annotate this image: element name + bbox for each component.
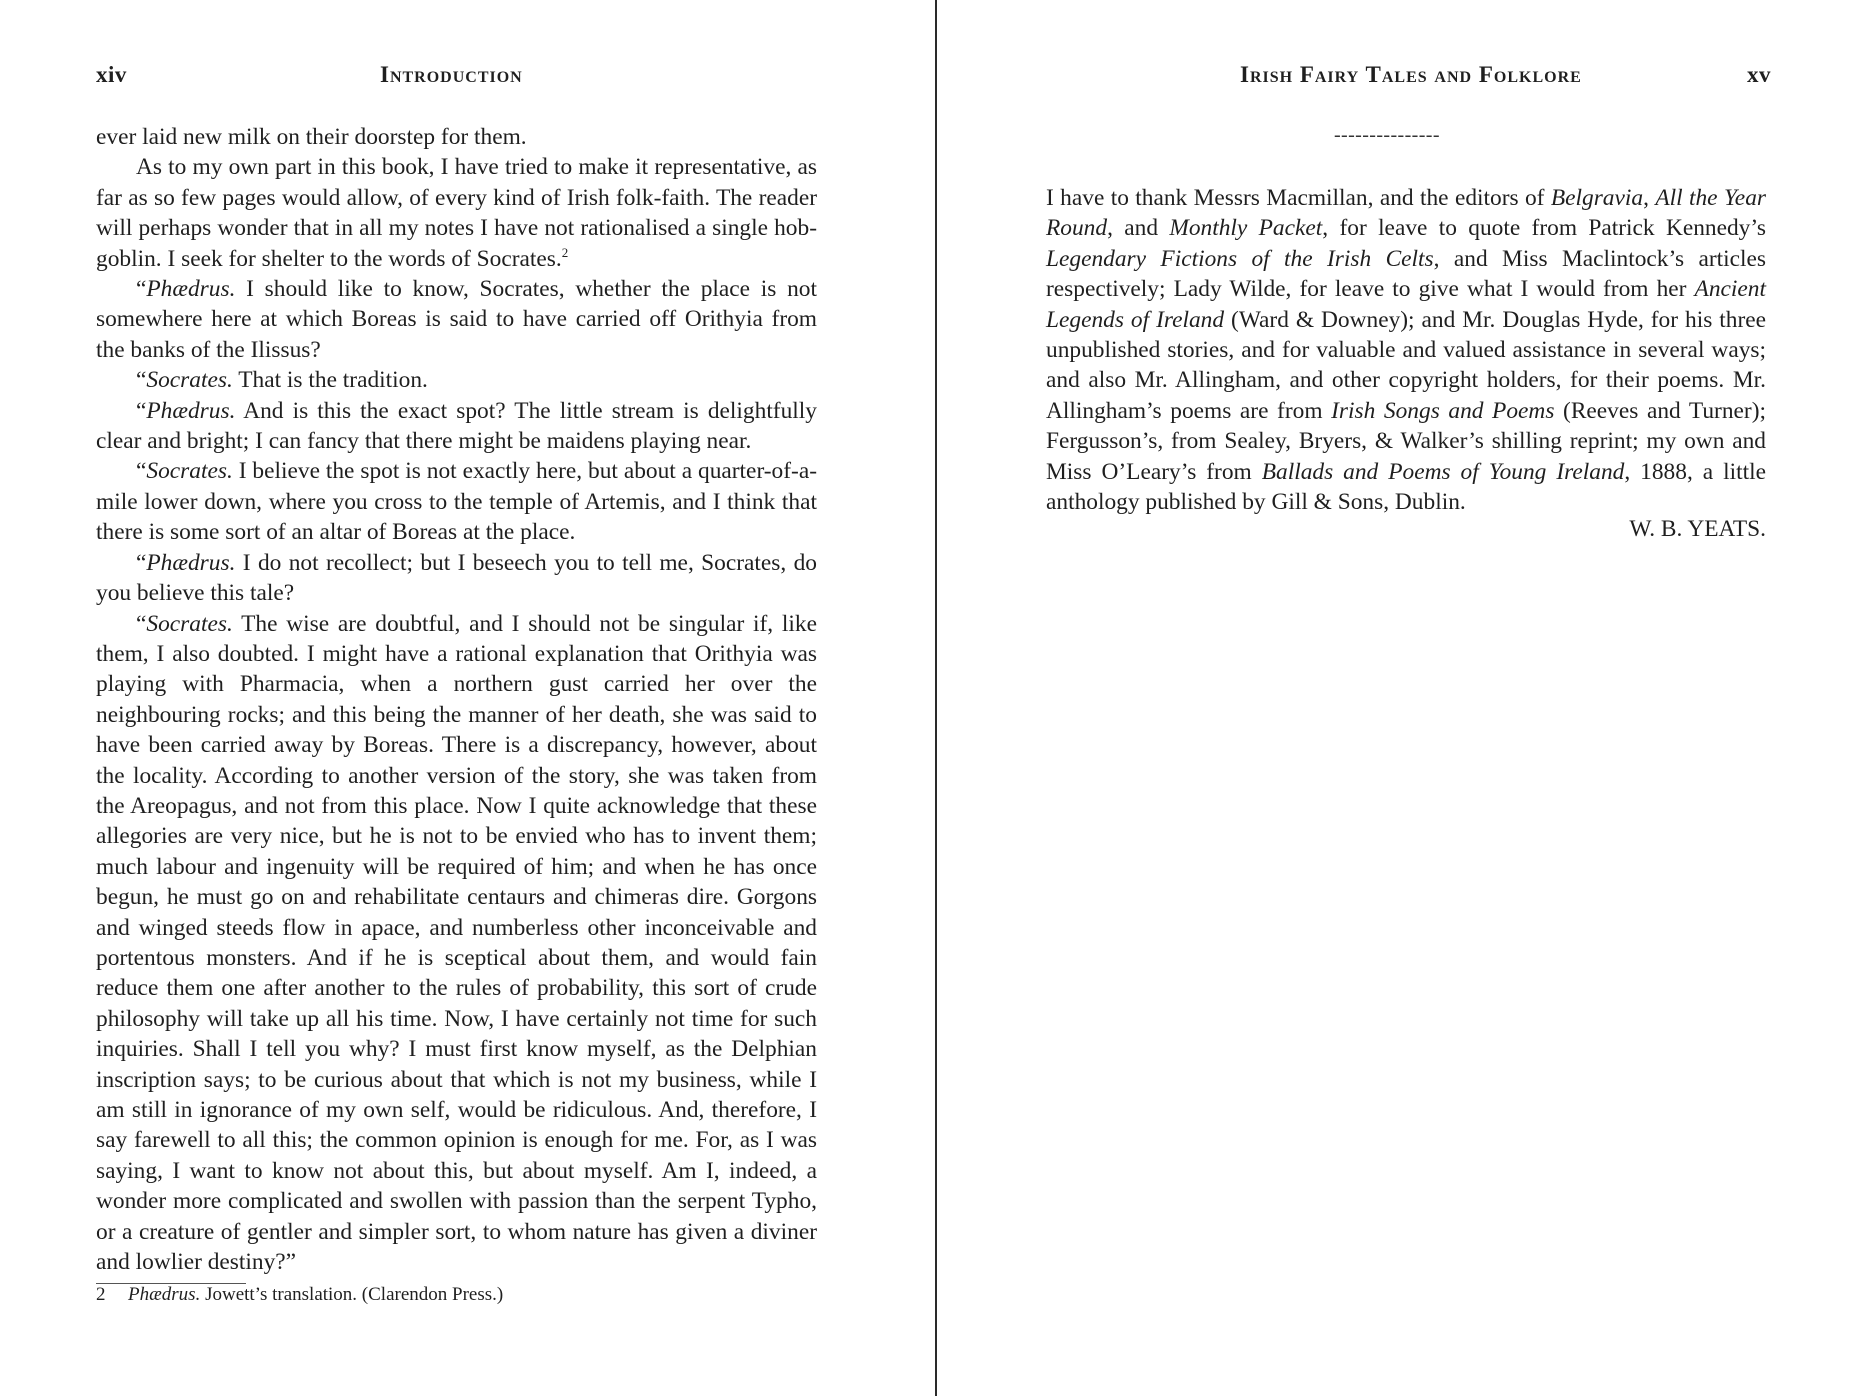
signature: W. B. YEATS. bbox=[1629, 516, 1766, 542]
paragraph bbox=[96, 396, 817, 457]
italic-text: Legendary Fictions of the Irish Celts bbox=[1046, 245, 1434, 272]
paragraph bbox=[96, 274, 817, 365]
left-body-text bbox=[96, 122, 817, 1277]
text-run: (Ward & Downey); and Mr. Douglas Hyde, for his three unpublished stories, and for valuable and valued assistance in several ways; and also Mr. Allingham, and other copyright holders, for their poems. Mr. Allingham’s poems are from bbox=[1046, 306, 1767, 424]
paragraph bbox=[96, 365, 817, 395]
text-run: Jowett’s translation. (Clarendon Press.) bbox=[200, 1284, 504, 1305]
text-run: I believe the spot is not exactly here, but about a quarter-of-a-mile lower down, where you cross to the temple of Artemis, and I think that there is some sort of an altar of Boreas at the place. bbox=[96, 458, 817, 546]
right-folio: xv bbox=[1747, 62, 1771, 87]
left-running-head: Introduction bbox=[380, 62, 523, 87]
italic-text: Socrates. bbox=[146, 367, 233, 394]
italic-text: All the Year Round bbox=[1046, 185, 1766, 242]
left-folio: xiv bbox=[96, 62, 127, 87]
text-run: ever laid new milk on their doorstep for them. bbox=[96, 124, 527, 150]
text-run: , 1888, a little anthology published by Gill & Sons, Dublin. bbox=[1046, 458, 1766, 516]
italic-text: Phædrus. bbox=[146, 276, 236, 303]
text-run: That is the tradition. bbox=[232, 367, 428, 394]
paragraph bbox=[96, 456, 817, 547]
italic-text: Ballads and Poems of Young Ireland bbox=[1261, 458, 1625, 485]
paragraph bbox=[1046, 183, 1766, 517]
paragraph bbox=[96, 609, 817, 1278]
italic-text: Socrates. bbox=[146, 610, 233, 637]
italic-text: Belgravia bbox=[1550, 185, 1644, 211]
footnote-reference: 2 bbox=[561, 244, 569, 260]
text-run: I have to thank Messrs Macmillan, and the editors of bbox=[1046, 185, 1551, 211]
italic-text: Ancient Legends of Ireland bbox=[1046, 276, 1766, 333]
text-run: “ bbox=[136, 367, 147, 394]
footnote-text bbox=[128, 1284, 503, 1305]
text-run: The wise are doubtful, and I should not be singular if, like them, I also doubted. I might have a rational explanation that Orithyia was playing with Pharmacia, when a northern gust carried her over the neighbouring rocks; and this being the manner of her death, she was said to have been carried away by Boreas. There is a discrepancy, however, about the locality. According to another version of the story, she was taken from the Areopagus, and not from this place. Now I quite acknowledge that these allegories are very nice, but he is not to be envied who has to invent them; much labour and ingenuity will be required of him; and when he has once begun, he must go on and rehabilitate centaurs and chimeras dire. Gorgons and winged steeds flow in apace, and numberless other inconceivable and portentous monsters. And if he is sceptical about them, and would fain reduce them one after another to the rules of probability, this sort of crude philosophy will take up all his time. Now, I have certainly not time for such inquiries. Shall I tell you why? I must first know myself, as the Delphian inscription says; to be curious about that which is not my business, while I am still in ignorance of my own self, would be ridiculous. And, therefore, I say farewell to all this; the common opinion is enough for me. For, as I was saying, I want to know not about this, but about myself. Am I, indeed, a wonder more complicated and swollen with passion than the serpent Typho, or a creature of gentler and simpler sort, to whom nature has given a diviner and lowlier destiny?” bbox=[96, 610, 817, 1276]
right-running-head: Irish Fairy Tales and Folklore bbox=[1240, 62, 1582, 87]
text-run: , for leave to quote from Patrick Kennedy’s bbox=[1322, 215, 1766, 242]
text-run: (Reeves and Turner); Fergusson’s, from Sealey, Bryers, & Walker’s shilling reprint; my own and Miss O’Leary’s from bbox=[1046, 397, 1767, 485]
paragraph bbox=[96, 122, 817, 152]
italic-text: Phædrus. bbox=[128, 1284, 201, 1305]
section-ornament: --------------- bbox=[1334, 124, 1440, 146]
text-run: “ bbox=[136, 458, 147, 485]
book-gutter bbox=[935, 0, 937, 1396]
text-run: , and Miss Maclintock’s articles respectively; Lady Wilde, for leave to give what I would from her bbox=[1046, 245, 1766, 303]
text-run: , bbox=[1643, 185, 1656, 211]
paragraph bbox=[96, 548, 817, 609]
text-run: As to my own part in this book, I have tried to make it representative, as far as so few pages would allow, of every kind of Irish folk-faith. The reader will perhaps wonder that in all my notes I have not rationalised a single hobgoblin. I seek for shelter to the words of Socrates. bbox=[96, 154, 817, 272]
italic-text: Socrates. bbox=[146, 458, 233, 485]
text-run: , and bbox=[1107, 215, 1170, 242]
text-run: “ bbox=[136, 276, 147, 303]
footnote bbox=[96, 1283, 816, 1307]
footnote-number: 2 bbox=[96, 1284, 106, 1305]
text-run: “ bbox=[136, 549, 147, 576]
text-run: And is this the exact spot? The little stream is delightfully clear and bright; I can fancy that there might be maidens playing near. bbox=[96, 397, 817, 455]
text-run: I should like to know, Socrates, whether the place is not somewhere here at which Boreas is said to have carried off Orithyia from the banks of the Ilissus? bbox=[96, 276, 817, 363]
paragraph bbox=[96, 152, 817, 274]
right-body-text bbox=[1046, 183, 1766, 517]
text-run: “ bbox=[136, 610, 147, 637]
italic-text: Monthly Packet bbox=[1169, 215, 1323, 242]
italic-text: Phædrus. bbox=[146, 549, 236, 576]
text-run: I do not recollect; but I beseech you to tell me, Socrates, do you believe this tale? bbox=[96, 549, 817, 607]
text-run: “ bbox=[136, 397, 147, 424]
italic-text: Phædrus. bbox=[146, 397, 236, 424]
italic-text: Irish Songs and Poems bbox=[1331, 397, 1555, 424]
